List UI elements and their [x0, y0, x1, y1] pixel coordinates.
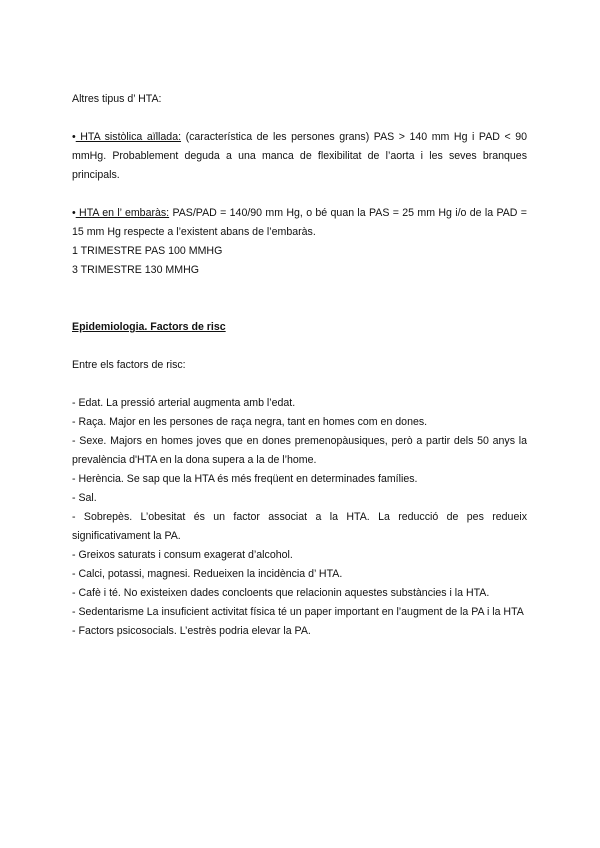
trimester-line: 3 TRIMESTRE 130 MMHG [72, 264, 199, 276]
list-item: - Sobrepès. L’obesitat és un factor associat a la HTA. La reducció de pes redueix significativament la PA. [72, 511, 527, 542]
list-item: - Raça. Major en les persones de raça negra, tant en homes com en dones. [72, 416, 428, 428]
bullet-pregnancy [72, 204, 527, 242]
bullet-text: PAS/PAD = 140/90 mm Hg, o bé quan la PAS = 25 mm Hg i/o de la PAD = 15 mm Hg respecte a l’existent abans de l’embaràs. [72, 207, 527, 238]
list-item: - Sedentarisme La insuficient activitat física té un paper important en l’augment de la PA i la HTA [72, 606, 524, 618]
list-item: - Factors psicosocials. L’estrès podria elevar la PA. [72, 625, 311, 637]
bullet-term: HTA en l’ embaràs: [75, 207, 170, 219]
spacer [72, 280, 527, 299]
list-item: - Sal. [72, 492, 97, 504]
list-item: - Sexe. Majors en homes joves que en dones premenopàusiques, però a partir dels 50 anys la prevalència d'HTA en la dona supera a la de l’home. [72, 435, 527, 466]
bullet-marker: • [72, 207, 76, 219]
document-page [72, 90, 527, 641]
spacer [72, 299, 527, 318]
list-item: - Calci, potassi, magnesi. Redueixen la incidència d’ HTA. [72, 568, 343, 580]
list-item: - Edat. La pressió arterial augmenta amb l’edat. [72, 397, 296, 409]
bullet-isolated-systolic [72, 128, 527, 185]
bullet-text: (característica de les persones grans) PAS > 140 mm Hg i PAD < 90 mmHg. Probablement deguda a una manca de flexibilitat de l’aorta i les seves branques principals. [72, 131, 527, 181]
trimester-line: 1 TRIMESTRE PAS 100 MMHG [72, 245, 223, 257]
spacer [72, 185, 527, 204]
spacer [72, 337, 527, 356]
list-item: - Cafè i té. No existeixen dades concloents que relacionin aquestes substàncies i la HTA. [72, 587, 490, 599]
section-heading: Epidemiologia. Factors de risc [72, 321, 226, 333]
intro-text: Altres tipus d’ HTA: [72, 93, 162, 105]
spacer [72, 375, 527, 394]
bullet-term: HTA sistòlica aïllada: [75, 131, 182, 143]
risk-factor-list [72, 394, 527, 641]
spacer [72, 109, 527, 128]
list-item: - Greixos saturats i consum exagerat d’alcohol. [72, 549, 293, 561]
bullet-marker: • [72, 131, 76, 143]
section-intro: Entre els factors de risc: [72, 359, 186, 371]
list-item: - Herència. Se sap que la HTA és més freqüent en determinades famílies. [72, 473, 418, 485]
